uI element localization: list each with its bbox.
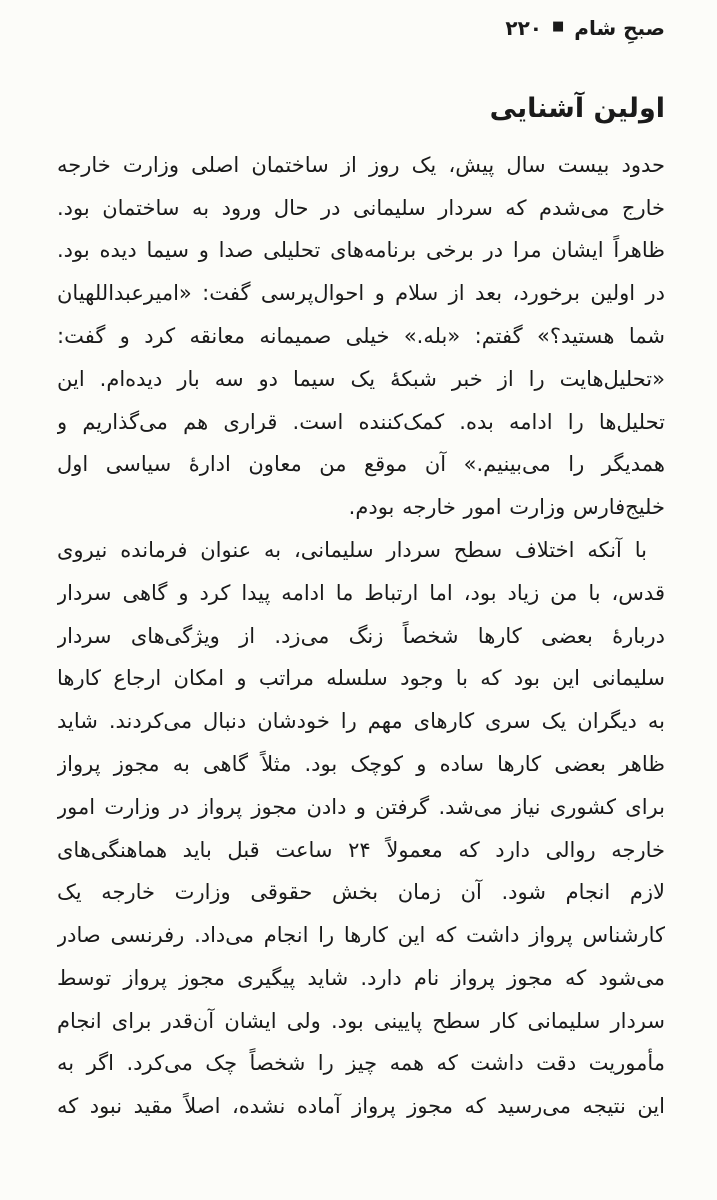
page-number: ۲۲۰ [505,16,542,40]
text-line: شما هستید؟» گفتم: «بله.» خیلی صمیمانه معانقه کرد و گفت: [57,323,665,348]
text-line: خارج می‌شدم که سردار سلیمانی در حال ورود به ساختمان بود. [57,195,665,220]
text-line: در اولین برخورد، بعد از سلام و احوال‌پرسی گفت: «امیرعبداللهیان [57,281,665,306]
text-line: خارجه روالی دارد که معمولاً ۲۴ ساعت قبل باید هماهنگی‌های [57,837,665,862]
text-line: برای کشوری نیاز می‌شد. گرفتن و دادن مجوز پرواز در وزارت امور [57,794,665,819]
book-title: صبحِ شام [574,16,665,40]
running-head [505,14,665,42]
text-line: لازم انجام شود. آن زمان بخش حقوقی وزارت خارجه یک [57,880,665,905]
text-line: حدود بیست سال پیش، یک روز از ساختمان اصلی وزارت خارجه [57,152,665,177]
text-line: ظاهر بعضی کارها ساده و کوچک بود. مثلاً گاهی به مجوز پرواز [57,751,665,776]
text-line: ظاهراً ایشان مرا در برخی برنامه‌های تحلیلی صدا و سیما دیده بود. [57,238,665,263]
body-text [57,144,665,1128]
text-line: سردار سلیمانی کار سطح پایینی بود. ولی ایشان آن‌قدر برای انجام [57,1008,665,1033]
text-line: می‌شود که مجوز پرواز نام دارد. شاید پیگیری مجوز پرواز توسط [57,965,665,990]
text-line: همدیگر را می‌بینیم.» آن موقع من معاون ادارهٔ سیاسی اول [57,452,665,477]
page-content [57,92,665,1128]
square-bullet-icon: ■ [552,19,565,34]
text-line: کارشناس پرواز داشت که این کارها را انجام می‌داد. رفرنسی صادر [57,923,665,948]
text-line: خلیج‌فارس وزارت امور خارجه بودم. [348,495,665,520]
section-heading: اولین آشنایی [489,93,665,124]
text-line: قدس، با من زیاد بود، اما ارتباط ما ادامه پیدا کرد و گاهی سردار [57,580,665,605]
text-line: تحلیل‌ها را ادامه بده. کمک‌کننده است. قراری هم می‌گذاریم و [57,409,665,434]
text-line: با آنکه اختلاف سطح سردار سلیمانی، به عنوان فرمانده نیروی [57,537,647,562]
text-line: به دیگران یک سری کارهای مهم را خودشان دنبال می‌کردند. شاید [57,709,665,734]
text-line: مأموریت دقت داشت که همه چیز را شخصاً چک می‌کرد. اگر به [57,1051,665,1076]
text-line: این نتیجه می‌رسید که مجوز پرواز آماده نشده، اصلاً مقید نبود که [57,1094,665,1119]
text-line: سلیمانی این بود که با وجود سلسله مراتب و امکان ارجاع کارها [57,666,665,691]
text-line: «تحلیل‌هایت را از خبر شبکهٔ یک سیما دو سه بار دیده‌ام. این [57,366,665,391]
text-line: دربارهٔ بعضی کارها شخصاً زنگ می‌زد. از ویژگی‌های سردار [57,623,665,648]
